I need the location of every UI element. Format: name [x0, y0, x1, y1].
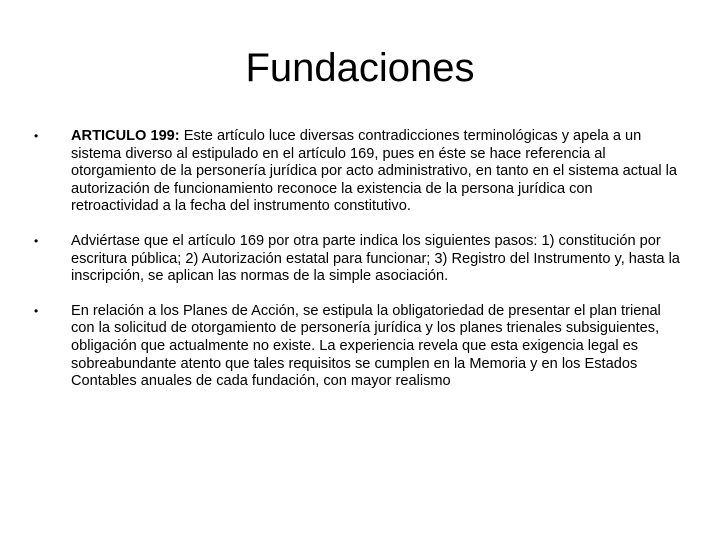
bullet-dot-icon: • — [34, 303, 39, 318]
bullet-item — [34, 233, 684, 286]
bullet-item — [34, 303, 684, 391]
bullet-list — [34, 128, 684, 408]
bullet-text: En relación a los Planes de Acción, se estipula la obligatoriedad de presentar el plan trienal con la solicitud de otorgamiento de personería jurídica y los planes trienales subsiguientes, obligación que actualmente no existe. La experiencia revela que esta exigencia legal es sobreabundante atento que tales requisitos se cumplen en la Memoria y en los Estados Contables anuales de cada fundación, con mayor realismo — [71, 302, 661, 390]
bullet-item — [34, 128, 684, 216]
slide-title: Fundaciones — [245, 46, 475, 90]
bullet-lead: ARTICULO 199: — [71, 128, 180, 144]
bullet-text: Este artículo luce diversas contradicciones terminológicas y apela a un sistema diverso al estipulado en el artículo 169, pues en éste se hace referencia al otorgamiento de la personería jurídica por acto administrativo, en tanto en el sistema actual la autorización de funcionamiento reconoce la existencia de la persona jurídica con retroactividad a la fecha del instrumento constitutivo. — [71, 128, 677, 215]
bullet-dot-icon: • — [34, 233, 39, 248]
bullet-text: Adviértase que el artículo 169 por otra parte indica los siguientes pasos: 1) constitución por escritura pública; 2) Autorización estatal para funcionar; 3) Registro del Instrumento y, hasta la inscripción, se aplican las normas de la simple asociación. — [71, 232, 680, 285]
bullet-dot-icon: • — [34, 129, 39, 143]
